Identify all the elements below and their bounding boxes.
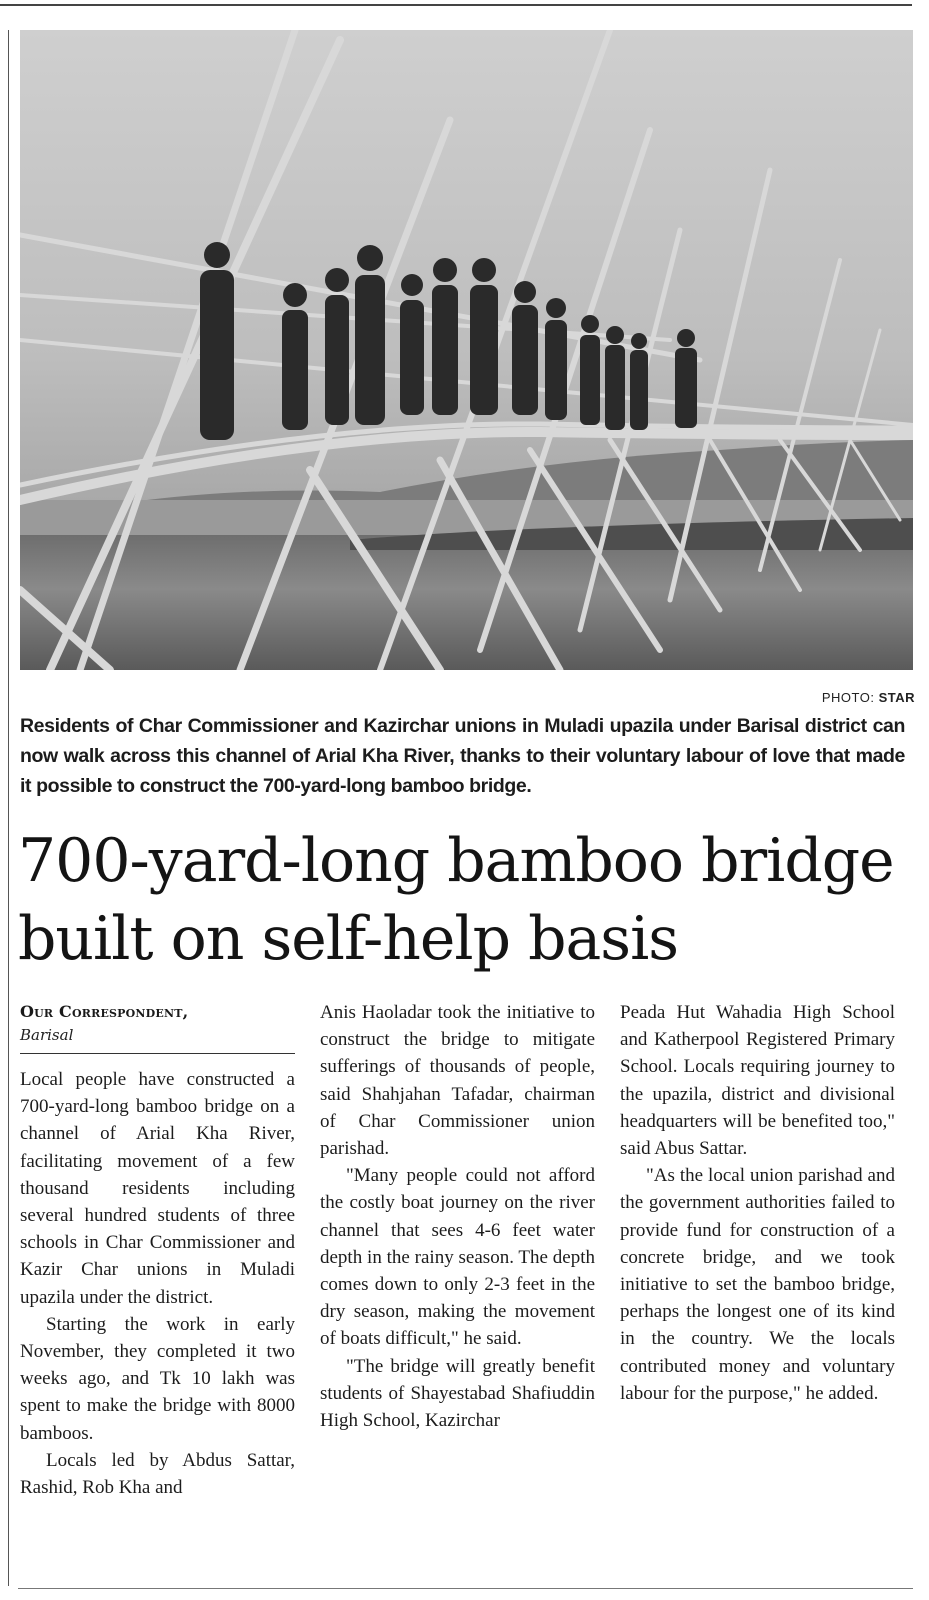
article-column-2: [320, 999, 595, 1434]
news-photo: [20, 30, 913, 670]
paragraph: Anis Haoladar took the initiative to construct the bridge to mitigate sufferings of thousands of people, said Shahjahan Tafadar, chairman of Char Commissioner union parishad.: [320, 1002, 595, 1160]
paragraph: Peada Hut Wahadia High School and Katherpool Registered Primary School. Locals requiring journey to the upazila, district and divisional headquarters will be benefited too," said Abus Sattar.: [620, 1002, 895, 1160]
article-column-3: [620, 999, 895, 1407]
bamboo-bridge-photo: [20, 30, 913, 670]
paragraph: Starting the work in early November, they completed it two weeks ago, and Tk 10 lakh was spent to make the bridge with 8000 bamboos.: [20, 1313, 295, 1444]
paragraph: "Many people could not afford the costly boat journey on the river channel that sees 4-6 feet water depth in the rainy season. The depth comes down to only 2-3 feet in the dry season, making the movement of boats difficult," he said.: [320, 1165, 595, 1350]
left-column-rule: [8, 30, 9, 1586]
photo-credit: PHOTO: STAR: [821, 690, 915, 705]
byline-author: Our Correspondent,: [20, 1002, 189, 1021]
top-rule: [0, 4, 912, 6]
paragraph: Locals led by Abdus Sattar, Rashid, Rob Kha and: [20, 1449, 295, 1499]
article-column-1: [20, 1066, 295, 1501]
paragraph: "As the local union parishad and the government authorities failed to provide fund for construction of a concrete bridge, and we took initiative to set the bamboo bridge, perhaps the longest one of its kind in the country. We the locals contributed money and voluntary labour for the purpose," he added.: [620, 1165, 895, 1404]
dateline: Barisal: [20, 1026, 74, 1044]
bottom-rule: [18, 1588, 913, 1589]
photo-caption: Residents of Char Commissioner and Kazirchar unions in Muladi upazila under Barisal district can now walk across this channel of Arial Kha River, thanks to their voluntary labour of love that made it possible to construct the 700-yard-long bamboo bridge.: [20, 715, 905, 797]
paragraph: "The bridge will greatly benefit students of Shayestabad Shafiuddin High School, Kazirchar: [320, 1355, 595, 1432]
headline: 700-yard-long bamboo bridge built on self-help basis: [18, 826, 894, 974]
byline-rule: [20, 1053, 295, 1054]
paragraph: Local people have constructed a 700-yard-long bamboo bridge on a channel of Arial Kha River, facilitating movement of a few thousand residents including several hundred students of three schools in Char Commissioner and Kazir Char unions in Muladi upazila under the district.: [20, 1069, 295, 1308]
